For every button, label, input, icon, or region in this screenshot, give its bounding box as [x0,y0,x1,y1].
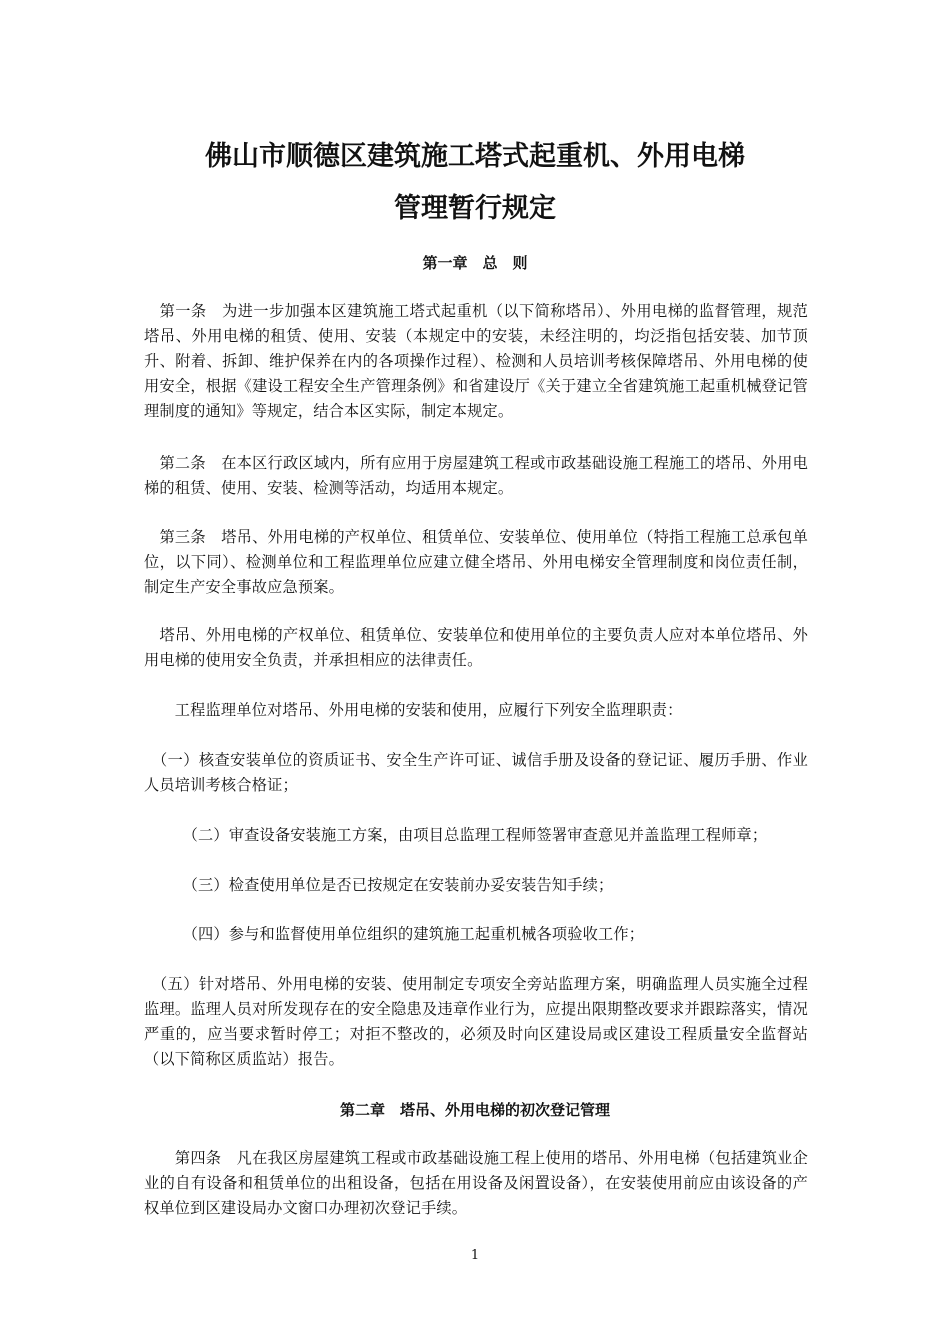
article-1: 第一条 为进一步加强本区建筑施工塔式起重机（以下简称塔吊）、外用电梯的监督管理，规范塔吊、外用电梯的租赁、使用、安装（本规定中的安装，未经注明的，均泛指包括安装、加节顶升、附着、拆卸、维护保养在内的各项操作过程）、检测和人员培训考核保障塔吊、外用电梯的使用安全，根据《建设工程安全生产管理条例》和省建设厅《关于建立全省建筑施工起重机械登记管理制度的通知》等规定，结合本区实际，制定本规定。 [144,302,808,420]
page-number: 1 [470,1248,480,1263]
article-3: 第三条 塔吊、外用电梯的产权单位、租赁单位、安装单位、使用单位（特指工程施工总承包单位，以下同）、检测单位和工程监理单位应建立健全塔吊、外用电梯安全管理制度和岗位责任制，制定生产安全事故应急预案。 [144,528,808,596]
article-4: 第四条 凡在我区房屋建筑工程或市政基础设施工程上使用的塔吊、外用电梯（包括建筑业企业的自有设备和租赁单位的出租设备，包括在用设备及闲置设备），在安装使用前应由该设备的产权单位到区建设局办文窗口办理初次登记手续。 [144,1149,808,1217]
document-title-line1: 佛山市顺德区建筑施工塔式起重机、外用电梯 [205,141,745,172]
article-3-paragraph-2: 塔吊、外用电梯的产权单位、租赁单位、安装单位和使用单位的主要负责人应对本单位塔吊、外用电梯的使用安全负责，并承担相应的法律责任。 [144,626,808,669]
chapter-heading-2: 第二章 塔吊、外用电梯的初次登记管理 [339,1101,610,1119]
chapter-heading-1: 第一章 总 则 [422,254,528,272]
article-2: 第二条 在本区行政区域内，所有应用于房屋建筑工程或市政基础设施工程施工的塔吊、外用电梯的租赁、使用、安装、检测等活动，均适用本规定。 [144,454,808,497]
list-item-5: （五）针对塔吊、外用电梯的安装、使用制定专项安全旁站监理方案，明确监理人员实施全过程监理。监理人员对所发现存在的安全隐患及违章作业行为，应提出限期整改要求并跟踪落实，情况严重的，应当要求暂时停工；对拒不整改的，必须及时向区建设局或区建设工程质量安全监督站（以下简称区质监站）报告。 [144,975,808,1068]
list-item-3: （三）检查使用单位是否已按规定在安装前办妥安装告知手续； [144,876,614,894]
list-item-1: （一）核查安装单位的资质证书、安全生产许可证、诚信手册及设备的登记证、履历手册、作业人员培训考核合格证； [144,751,808,794]
list-item-4: （四）参与和监督使用单位组织的建筑施工起重机械各项验收工作； [144,925,645,943]
list-item-2: （二）审查设备安装施工方案，由项目总监理工程师签署审查意见并盖监理工程师章； [144,826,768,844]
document-title-line2: 管理暂行规定 [394,193,556,224]
article-3-paragraph-3: 工程监理单位对塔吊、外用电梯的安装和使用，应履行下列安全监理职责： [144,701,683,719]
